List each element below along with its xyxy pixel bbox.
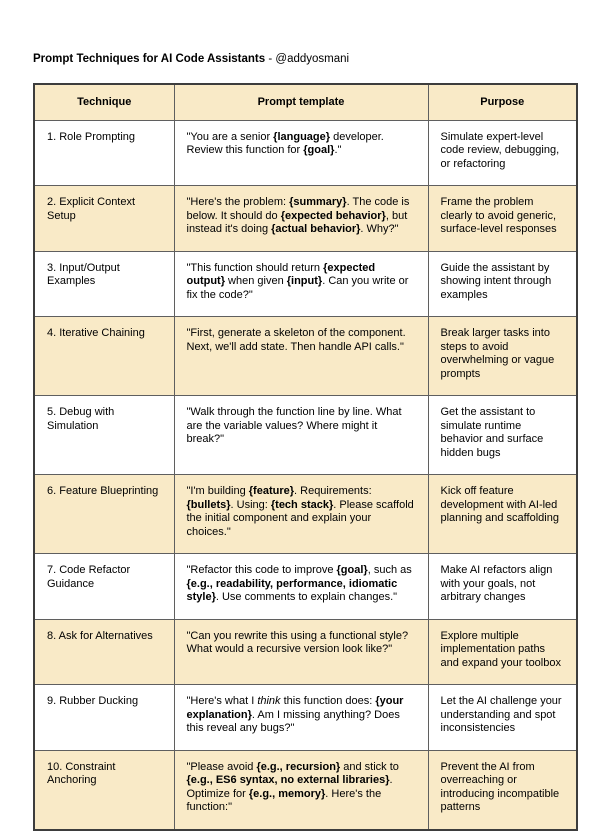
page-title	[33, 52, 576, 66]
template-segment: . Can you write or fix the code?"	[186, 275, 409, 301]
template-segment: {bullets}	[186, 498, 231, 511]
technique-cell: 1. Role Prompting	[34, 120, 174, 186]
table-row	[34, 396, 577, 475]
template-segment: "Here's what I	[186, 695, 258, 707]
header-prompt-template: Prompt template	[174, 84, 428, 120]
header-technique: Technique	[34, 84, 174, 120]
techniques-table	[33, 83, 578, 831]
template-segment: think	[257, 695, 281, 707]
template-segment: "Here's the problem:	[186, 196, 290, 208]
technique-cell: 9. Rubber Ducking	[34, 685, 174, 751]
technique-cell: 8. Ask for Alternatives	[34, 619, 174, 685]
technique-cell: 5. Debug with Simulation	[34, 396, 174, 475]
template-segment: "I'm building	[186, 485, 249, 497]
purpose-cell: Simulate expert-level code review, debugging, or refactoring	[428, 120, 577, 186]
purpose-cell: Let the AI challenge your understanding and spot inconsistencies	[428, 685, 577, 751]
table-header	[34, 84, 577, 120]
template-segment: "Refactor this code to improve	[186, 564, 337, 576]
template-segment: {language}	[273, 130, 331, 143]
table-row	[34, 120, 577, 186]
purpose-cell: Guide the assistant by showing intent through examples	[428, 251, 577, 317]
prompt-template-cell	[174, 475, 428, 554]
template-segment: when given	[224, 275, 287, 287]
prompt-template-cell	[174, 396, 428, 475]
template-segment: . The code is below. It should do	[186, 196, 410, 222]
prompt-template-cell	[174, 750, 428, 830]
purpose-cell: Get the assistant to simulate runtime behavior and surface hidden bugs	[428, 396, 577, 475]
template-segment: {summary}	[289, 196, 347, 208]
template-segment: . Here's the function:"	[186, 787, 382, 813]
table-body	[34, 120, 577, 830]
template-segment: "This function should return	[186, 261, 324, 274]
page-title-bold: Prompt Techniques for AI Code Assistants	[33, 53, 266, 65]
table-row	[34, 619, 577, 685]
template-segment: . Please scaffold the initial component and explain your choices."	[186, 498, 414, 538]
template-segment: "Walk through the function line by line. What are the variable values? Where might it break?"	[186, 406, 402, 445]
template-segment: {tech stack}	[270, 498, 334, 511]
template-segment: {e.g., recursion}	[256, 760, 341, 773]
template-segment: ."	[334, 144, 342, 156]
technique-cell: 6. Feature Blueprinting	[34, 475, 174, 554]
template-segment: . Using:	[230, 498, 271, 511]
template-segment: {goal}	[336, 564, 368, 576]
purpose-cell: Make AI refactors align with your goals, not arbitrary changes	[428, 554, 577, 620]
page-title-author: - @addyosmani	[265, 53, 350, 65]
template-segment: . Why?"	[360, 223, 399, 235]
table-row	[34, 186, 577, 252]
header-purpose: Purpose	[428, 84, 577, 120]
prompt-template-cell	[174, 619, 428, 685]
template-segment: "First, generate a skeleton of the component. Next, we'll add state. Then handle API calls."	[186, 327, 406, 353]
prompt-template-cell	[174, 317, 428, 396]
table-row	[34, 251, 577, 317]
template-segment: . Am I missing anything? Does this reveal any bugs?"	[186, 708, 400, 734]
purpose-cell: Frame the problem clearly to avoid generic, surface-level responses	[428, 186, 577, 252]
prompt-template-cell	[174, 251, 428, 317]
prompt-template-cell	[174, 120, 428, 186]
technique-cell: 2. Explicit Context Setup	[34, 186, 174, 252]
template-segment: developer. Review this function for	[186, 130, 384, 156]
purpose-cell: Explore multiple implementation paths and expand your toolbox	[428, 619, 577, 685]
technique-cell: 3. Input/Output Examples	[34, 251, 174, 317]
template-segment: {goal}	[303, 144, 335, 156]
purpose-cell: Break larger tasks into steps to avoid overwhelming or vague prompts	[428, 317, 577, 396]
prompt-template-cell	[174, 554, 428, 620]
template-segment: {actual behavior}	[271, 223, 361, 235]
template-segment: {e.g., ES6 syntax, no external libraries}	[186, 774, 390, 786]
template-segment: {expected output}	[186, 261, 376, 287]
template-segment: this function does:	[280, 695, 376, 707]
template-segment: . Requirements:	[294, 485, 372, 497]
template-segment: "Can you rewrite this using a functional style? What would a recursive version look like?"	[186, 629, 409, 655]
technique-cell: 10. Constraint Anchoring	[34, 750, 174, 830]
table-row	[34, 750, 577, 830]
prompt-template-cell	[174, 186, 428, 252]
purpose-cell: Kick off feature development with AI-led planning and scaffolding	[428, 475, 577, 554]
template-segment: , but instead it's doing	[186, 209, 408, 235]
template-segment: {your explanation}	[186, 695, 404, 721]
prompt-template-cell	[174, 685, 428, 751]
technique-cell: 4. Iterative Chaining	[34, 317, 174, 396]
template-segment: {expected behavior}	[280, 209, 386, 222]
template-segment: "Please avoid	[186, 760, 257, 773]
template-segment: and stick to	[340, 760, 399, 773]
table-row	[34, 317, 577, 396]
header-row	[34, 84, 577, 120]
table-row	[34, 685, 577, 751]
table-row	[34, 475, 577, 554]
table-row	[34, 554, 577, 620]
template-segment: {e.g., readability, performance, idiomatic style}	[186, 577, 398, 603]
template-segment: "You are a senior	[186, 130, 274, 143]
template-segment: . Use comments to explain changes."	[215, 591, 398, 603]
template-segment: , such as	[367, 564, 412, 576]
template-segment: {feature}	[248, 485, 295, 497]
template-segment: {input}	[286, 275, 323, 287]
purpose-cell: Prevent the AI from overreaching or introducing incompatible patterns	[428, 750, 577, 830]
template-segment: . Optimize for	[186, 774, 393, 800]
technique-cell: 7. Code Refactor Guidance	[34, 554, 174, 620]
template-segment: {e.g., memory}	[248, 787, 326, 800]
